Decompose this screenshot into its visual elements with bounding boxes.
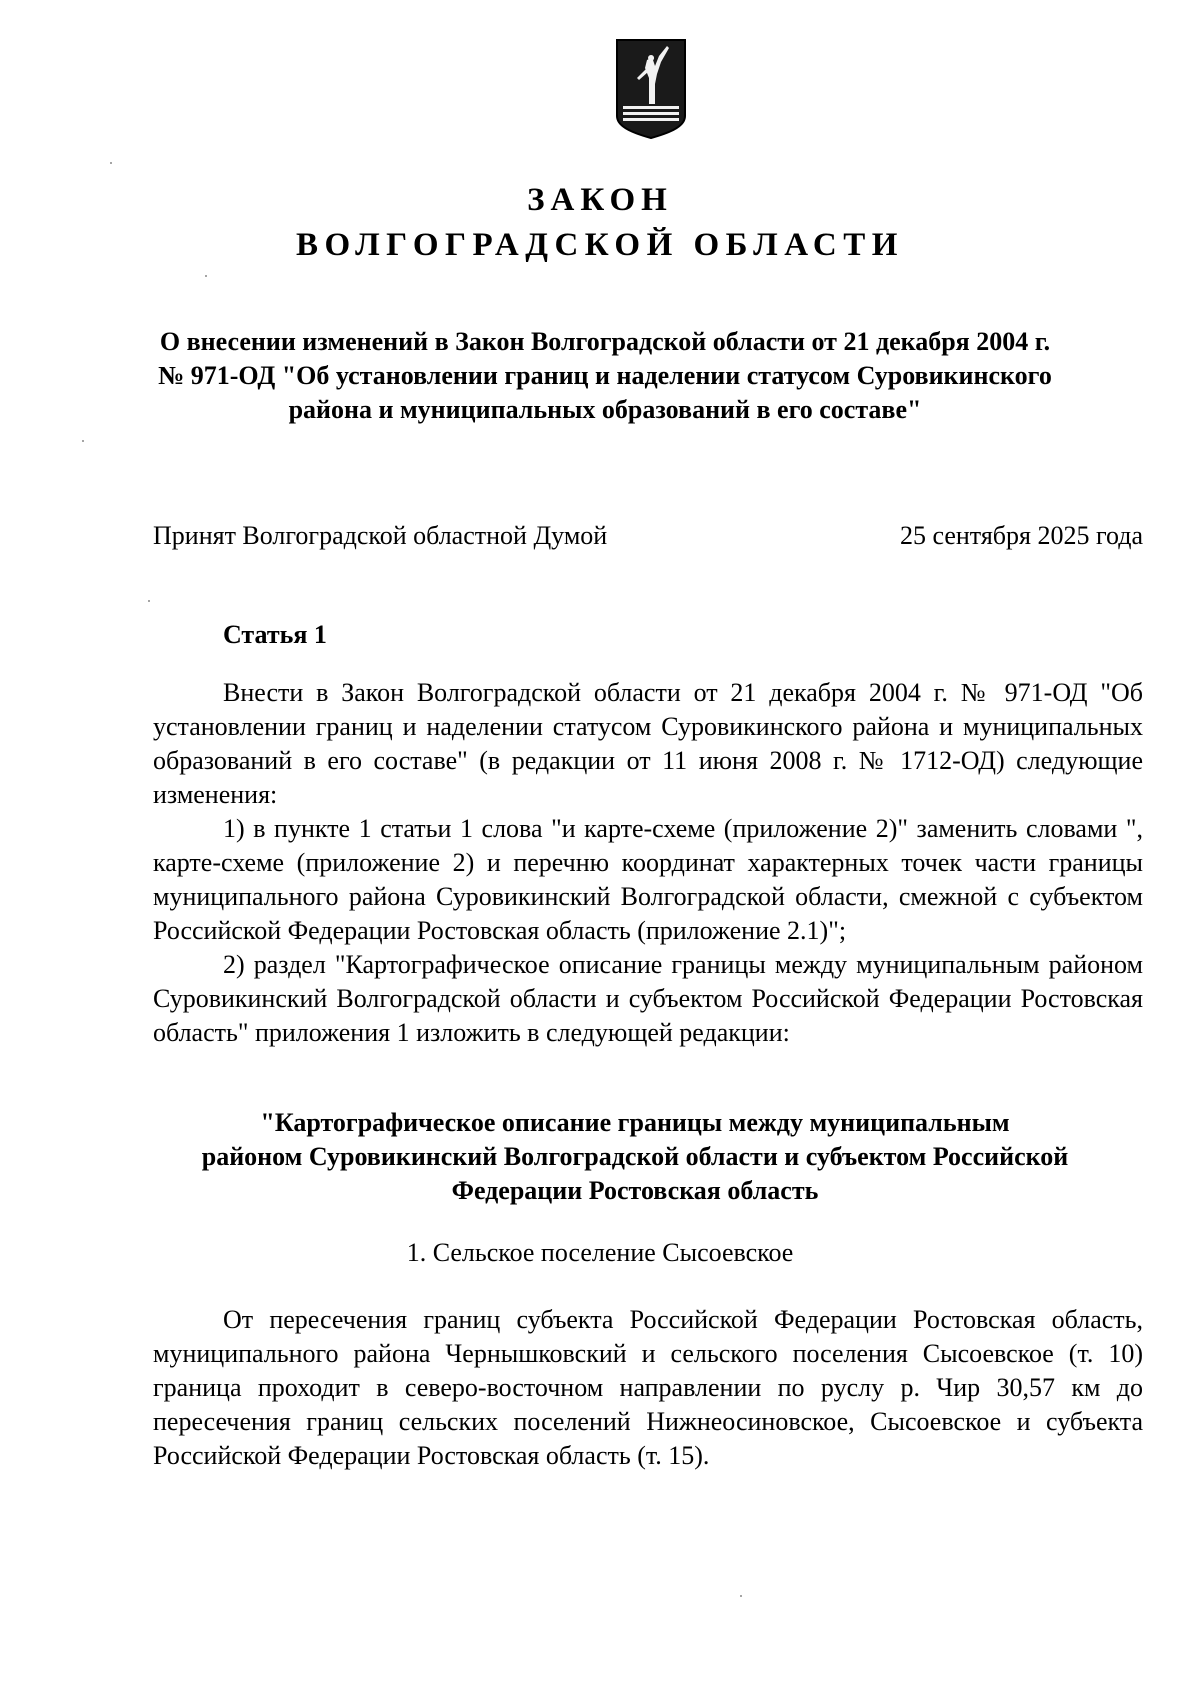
article-paragraph: 1) в пункте 1 статьи 1 слова "и карте-схеме (приложение 2)" заменить словами ", карте-схеме (приложение 2) и перечню координат характерных точек части границы муниципального района Суровикинский Волгоградской области, смежной с субъектом Российской Федерации Ростовская область (приложение 2.1)"; xyxy=(153,814,1143,945)
subsection-heading: 1. Сельское поселение Сысоевское xyxy=(406,1238,794,1267)
section-heading-line: "Картографическое описание границы между муниципальным xyxy=(260,1108,1010,1137)
section-heading xyxy=(150,1106,1120,1208)
scan-speck xyxy=(148,600,150,602)
law-title: ЗАКОН xyxy=(527,182,673,218)
article-paragraph: 2) раздел "Картографическое описание границы между муниципальным районом Суровикинский Волгоградской области и субъектом Российской Федерации Ростовская область" приложения 1 изложить в следующей редакции: xyxy=(153,950,1143,1047)
law-subject xyxy=(150,325,1060,427)
law-region-title: ВОЛГОГРАДСКОЙ ОБЛАСТИ xyxy=(296,227,904,263)
law-subject-line: О внесении изменений в Закон Волгоградской области от 21 декабря 2004 г. xyxy=(159,327,1051,356)
scan-speck xyxy=(110,162,112,164)
law-subject-line: района и муниципальных образований в его составе" xyxy=(288,395,922,424)
scan-speck xyxy=(205,275,207,277)
section-heading-line: Федерации Ростовская область xyxy=(451,1176,819,1205)
volgograd-coat-of-arms-icon xyxy=(615,38,687,140)
boundary-description xyxy=(153,1303,1143,1473)
article-paragraph: Внести в Закон Волгоградской области от 21 декабря 2004 г. № 971-ОД "Об установлении границ и наделении статусом Суровикинского района и муниципальных образований в его составе" (в редакции от 11 июня 2008 г. № 1712-ОД) следующие изменения: xyxy=(153,678,1143,809)
article-heading: Статья 1 xyxy=(223,620,327,649)
adoption-date: 25 сентября 2025 года xyxy=(899,521,1143,550)
section-heading-line: районом Суровикинский Волгоградской области и субъектом Российской xyxy=(201,1142,1069,1171)
adopted-by: Принят Волгоградской областной Думой xyxy=(153,521,608,550)
scan-speck xyxy=(82,440,84,442)
article-body xyxy=(153,676,1143,1050)
law-subject-line: № 971-ОД "Об установлении границ и наделении статусом Суровикинского xyxy=(158,361,1052,390)
scan-speck xyxy=(740,1595,742,1597)
boundary-paragraph: От пересечения границ субъекта Российской Федерации Ростовская область, муниципального района Чернышковский и сельского поселения Сысоевское (т. 10) граница проходит в северо-восточном направлении по руслу р. Чир 30,57 км до пересечения границ сельских поселений Нижнеосиновское, Сысоевское и субъекта Российской Федерации Ростовская область (т. 15). xyxy=(153,1305,1143,1470)
